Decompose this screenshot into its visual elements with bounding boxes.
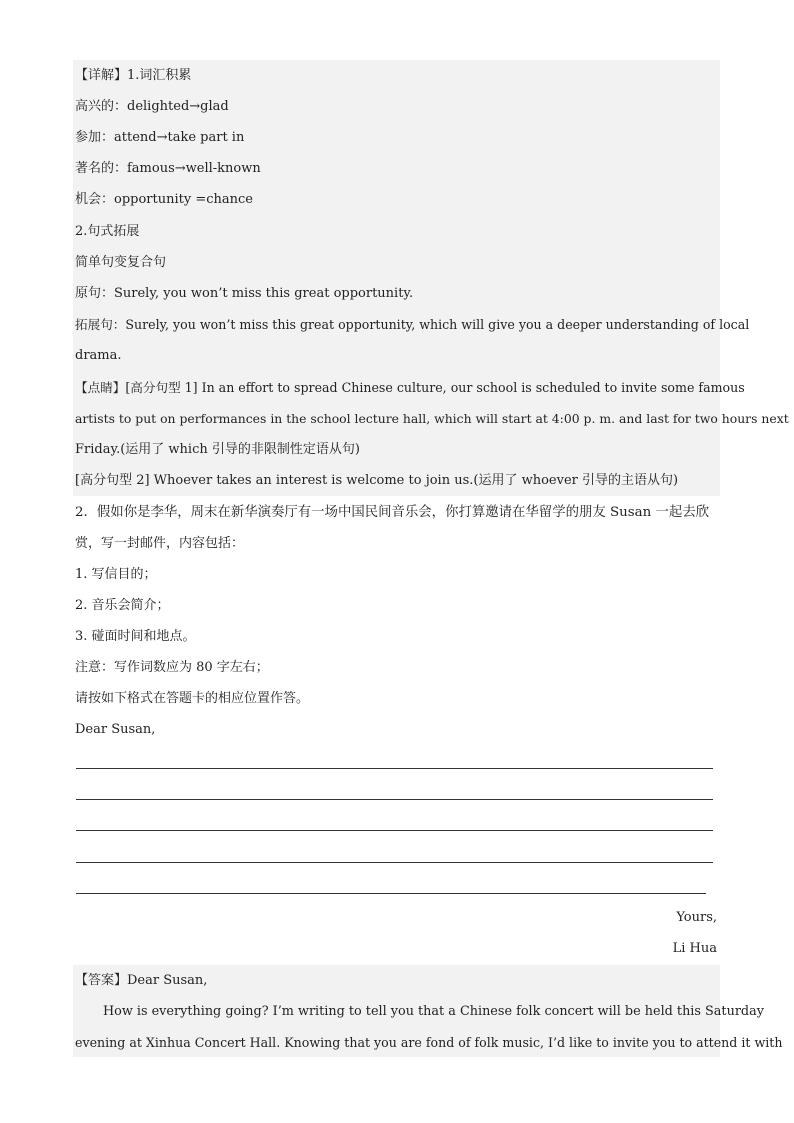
section-subheading: 简单句变复合句 (75, 255, 167, 270)
note: 注意：写作词数应为 80 字左右； (75, 660, 269, 675)
requirement-item: 2. 音乐会简介； (75, 598, 170, 613)
question-prompt: 2．假如你是李华，周末在新华演奏厅有一场中国民间音乐会，你打算邀请在华留学的朋友 Susan 一起去欣 (75, 505, 710, 520)
answer-line[interactable] (76, 768, 713, 769)
key-point-cont: artists to put on performances in the school lecture hall, which will start at 4:00 p. m. and last for two hours next (75, 411, 789, 426)
vocab-item: 机会：opportunity =chance (75, 192, 253, 207)
section-heading: 2.句式拓展 (75, 224, 140, 239)
answer-heading: 【答案】Dear Susan, (75, 973, 208, 988)
instruction: 请按如下格式在答题卡的相应位置作答。 (75, 691, 310, 706)
letter-signature: Li Hua (672, 941, 717, 956)
expanded-sentence: 拓展句：Surely, you won’t miss this great opportunity, which will give you a deeper understanding of local (75, 317, 750, 332)
key-point-2: [高分句型 2] Whoever takes an interest is welcome to join us.(运用了 whoever 引导的主语从句) (75, 473, 679, 488)
analysis-heading: 【详解】1.词汇积累 (75, 68, 192, 83)
question-prompt-cont: 赏，写一封邮件，内容包括： (75, 536, 245, 551)
key-point-cont: Friday.(运用了 which 引导的非限制性定语从句) (75, 442, 360, 457)
answer-line[interactable] (76, 799, 713, 800)
answer-paragraph: How is everything going? I’m writing to tell you that a Chinese folk concert will be held this Saturday (103, 1004, 764, 1019)
vocab-item: 高兴的：delighted→glad (75, 99, 229, 114)
answer-line[interactable] (76, 893, 706, 894)
requirement-item: 1. 写信目的； (75, 567, 157, 582)
requirement-item: 3. 碰面时间和地点。 (75, 629, 196, 644)
answer-line[interactable] (76, 862, 713, 863)
letter-salutation: Dear Susan, (75, 722, 156, 737)
vocab-item: 参加：attend→take part in (75, 130, 245, 145)
vocab-item: 著名的：famous→well-known (75, 161, 261, 176)
letter-closing: Yours, (676, 910, 717, 925)
expanded-sentence-cont: drama. (75, 348, 122, 363)
key-point: 【点睛】[高分句型 1] In an effort to spread Chinese culture, our school is scheduled to invite some famous (75, 380, 745, 395)
answer-line[interactable] (76, 830, 713, 831)
analysis-block (73, 60, 720, 496)
original-sentence: 原句：Surely, you won’t miss this great opportunity. (75, 286, 414, 301)
answer-paragraph-cont: evening at Xinhua Concert Hall. Knowing that you are fond of folk music, I’d like to invite you to attend it with (75, 1035, 783, 1050)
